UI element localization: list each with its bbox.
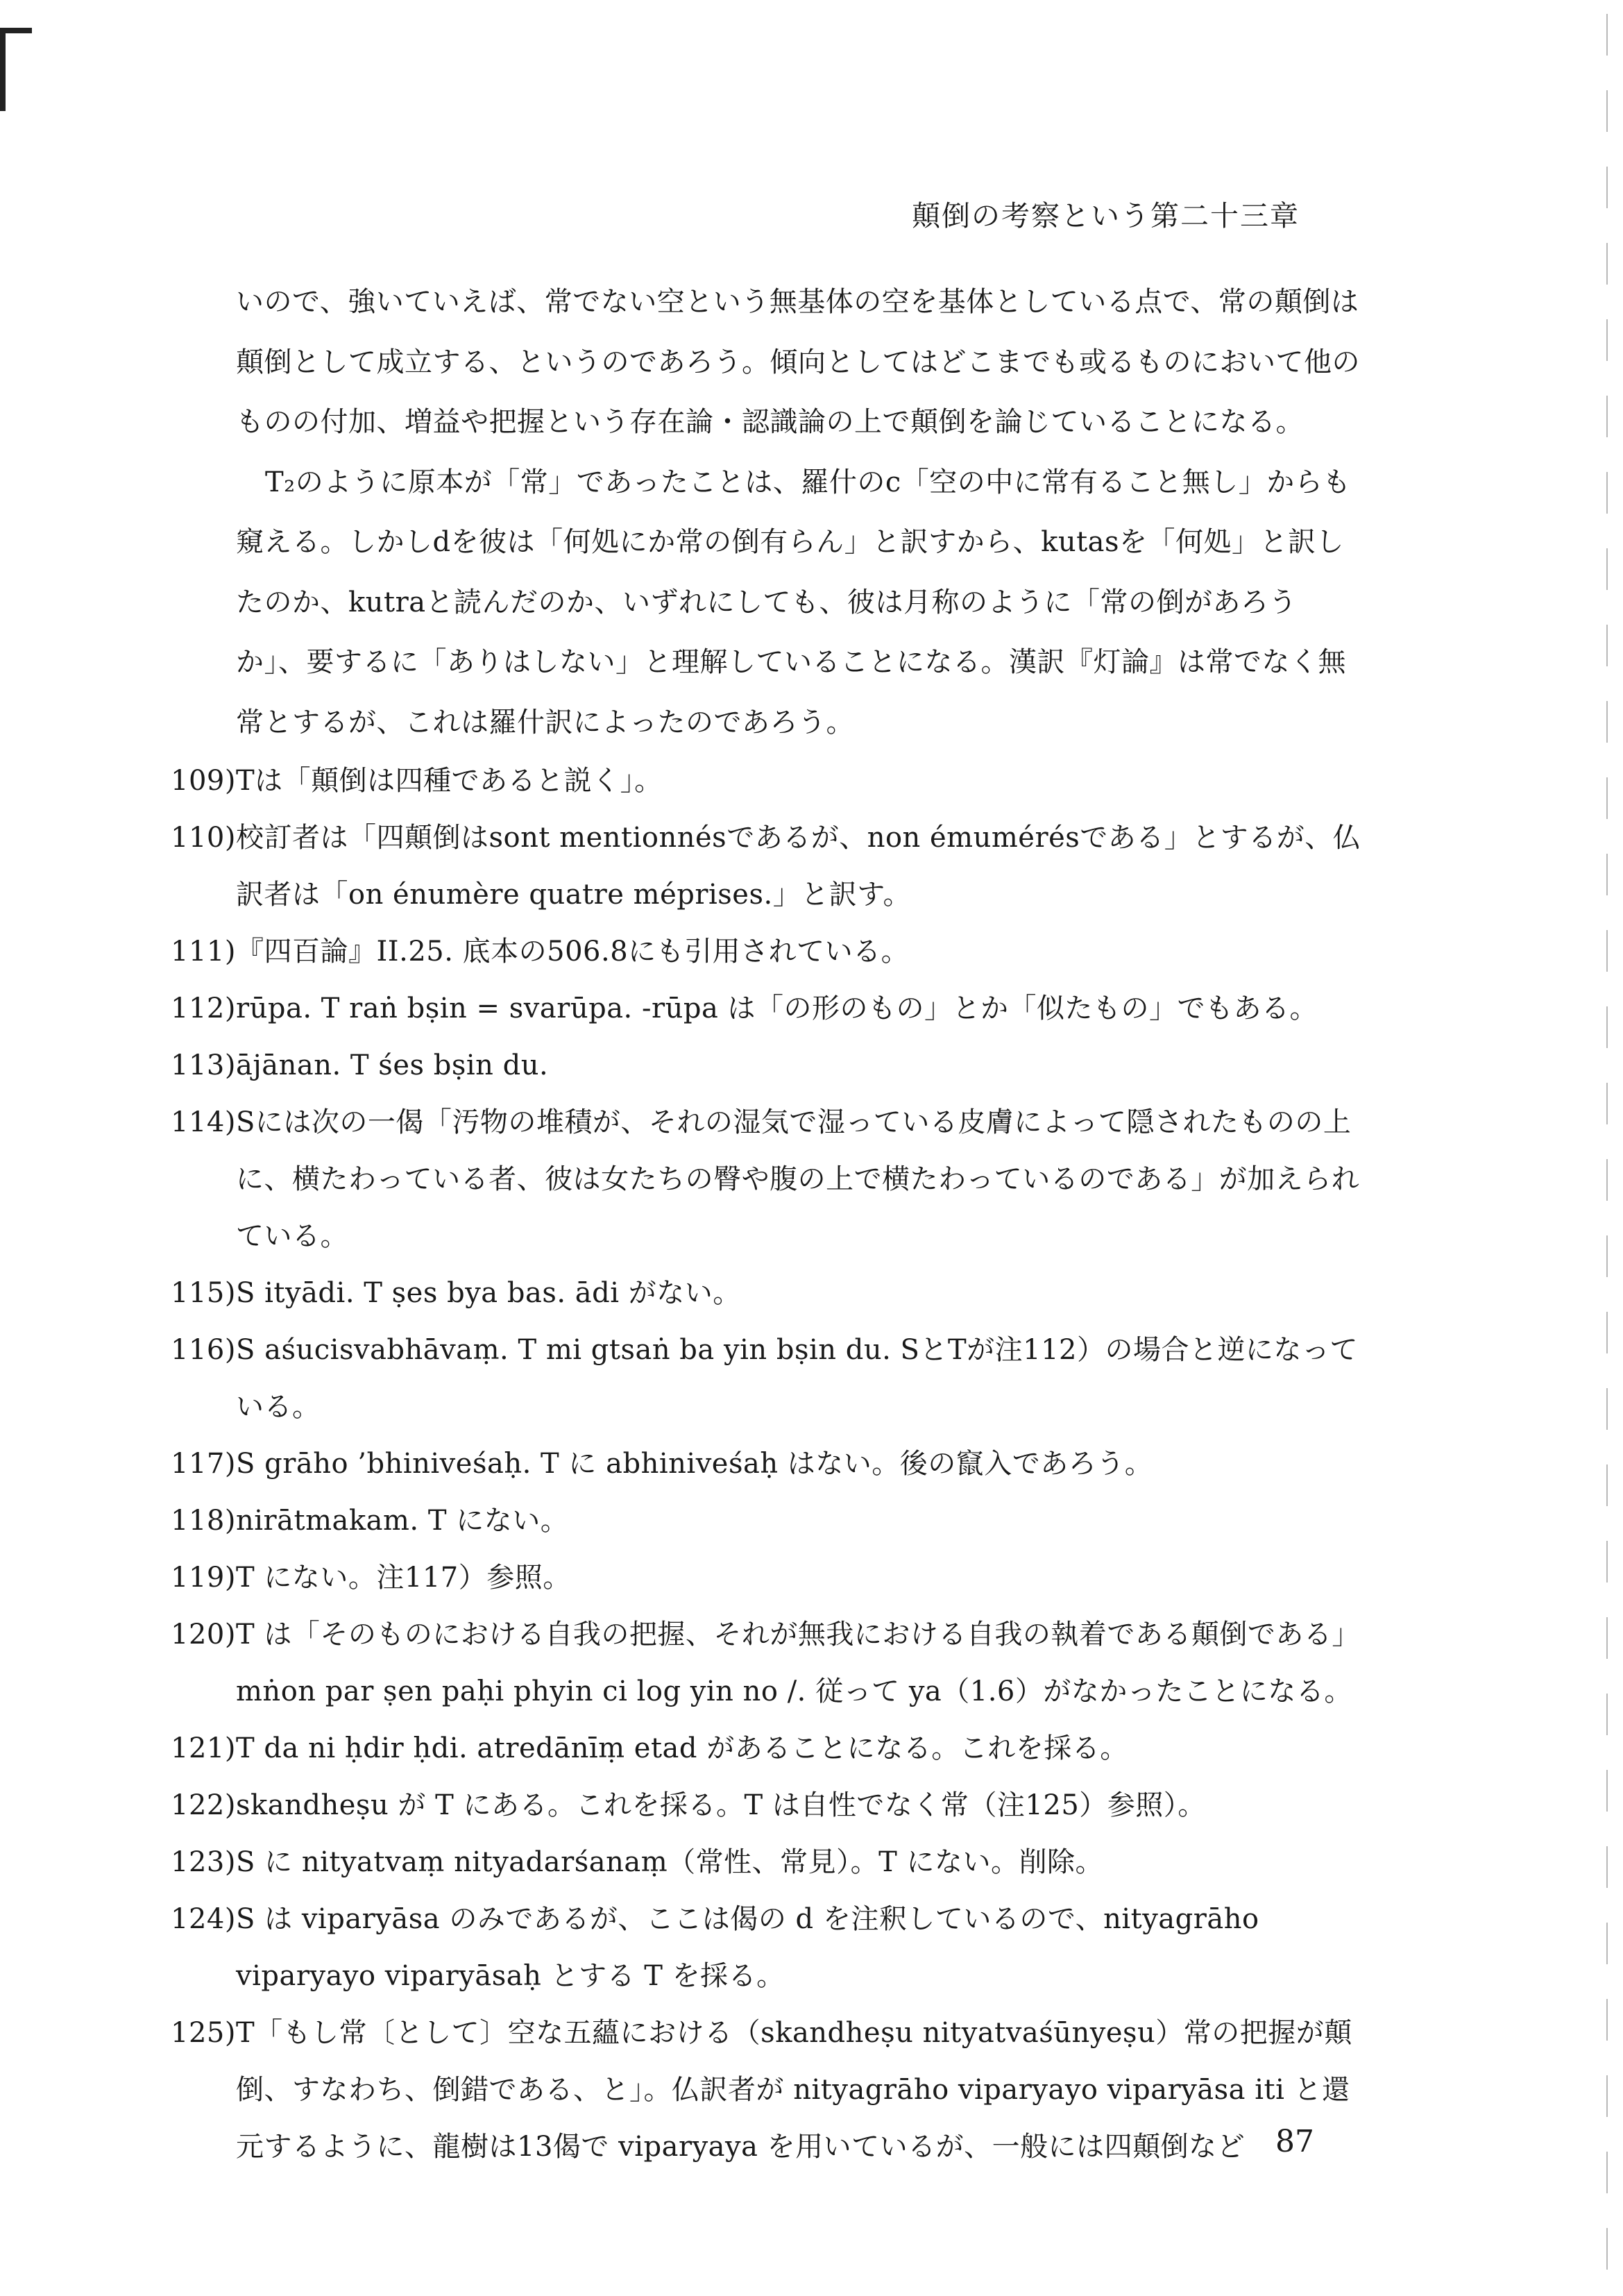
- note-item: [171, 1549, 1364, 1606]
- note-item: [171, 1720, 1364, 1777]
- note-item: [171, 1606, 1364, 1720]
- page-number: 87: [1275, 2124, 1314, 2159]
- note-item: [171, 923, 1364, 980]
- note-item: [171, 980, 1364, 1037]
- note-item: [171, 752, 1364, 809]
- note-item: [171, 1265, 1364, 1322]
- note-number: 117): [171, 1448, 236, 1480]
- note-text: ājānan. T śes bṣin du.: [236, 1049, 549, 1081]
- note-item: [171, 1435, 1364, 1492]
- note-text: S aśucisvabhāvaṃ. T mi gtsaṅ ba yin bṣin du. SとTが注112）の場合と逆になっている。: [236, 1334, 1358, 1423]
- note-text: 校訂者は「四顛倒はsont mentionnésであるが、non émumérésである」とするが、仏訳者は「on énumère quatre méprises.」と訳す。: [236, 822, 1361, 911]
- note-number: 114): [171, 1106, 236, 1138]
- note-number: 119): [171, 1562, 236, 1594]
- note-text: nirātmakam. T にない。: [236, 1505, 569, 1537]
- note-item: [171, 2004, 1364, 2175]
- scan-edge-shadow: [1606, 14, 1608, 2277]
- scan-corner-mark-horizontal: [0, 28, 32, 33]
- note-text: skandheṣu が T にある。これを採る。T は自性でなく常（注125）参照）。: [236, 1789, 1206, 1821]
- note-item: [171, 1037, 1364, 1094]
- note-text: T da ni ḥdir ḥdi. atredānīṃ etad があることになる。これを採る。: [236, 1732, 1128, 1764]
- note-text: T にない。注117）参照。: [236, 1562, 571, 1594]
- page-body: [171, 272, 1364, 2175]
- note-item: [171, 1492, 1364, 1549]
- note-text: S は viparyāsa のみであるが、ここは偈の d を注釈しているので、nityagrāho viparyayo viparyāsaḥ とする T を採る。: [236, 1903, 1259, 1992]
- note-text: 『四百論』II.25. 底本の506.8にも引用されている。: [236, 936, 910, 968]
- note-text: Tは「顛倒は四種であると説く」。: [236, 765, 663, 797]
- note-item: [171, 1777, 1364, 1834]
- running-head: 顛倒の考察という第二十三章: [912, 199, 1300, 233]
- scan-corner-mark: [0, 28, 6, 111]
- note-number: 123): [171, 1846, 236, 1878]
- main-text: [171, 272, 1364, 752]
- note-number: 112): [171, 993, 236, 1024]
- note-number: 124): [171, 1903, 236, 1935]
- note-text: S grāho ’bhiniveśaḥ. T に abhiniveśaḥ はない。後の竄入であろう。: [236, 1448, 1153, 1480]
- note-item: [171, 1834, 1364, 1891]
- paragraph: T₂のように原本が「常」であったことは、羅什のc「空の中に常有ること無し」からも窺える。しかしdを彼は「何処にか常の倒有らん」と訳すから、kutasを「何処」と訳したのか、kutraと読んだのか、いずれにしても、彼は月称のように「常の倒があろうか」、要するに「ありはしない」と理解していることになる。漢訳『灯論』は常でなく無常とするが、これは羅什訳によったのであろう。: [236, 466, 1351, 738]
- note-text: T は「そのものにおける自我の把握、それが無我における自我の執着である顛倒である」mṅon par ṣen paḥi phyin ci log yin no /. 従って ya（1.6）がなかったことになる。: [236, 1619, 1360, 1707]
- note-number: 125): [171, 2017, 236, 2049]
- note-number: 121): [171, 1732, 236, 1764]
- paragraph: いので、強いていえば、常でない空という無基体の空を基体としている点で、常の顛倒は顛倒として成立する、というのであろう。傾向としてはどこまでも或るものにおいて他のものの付加、増益や把握という存在論・認識論の上で顛倒を論じていることになる。: [236, 286, 1360, 438]
- note-item: [171, 1322, 1364, 1435]
- note-item: [171, 1891, 1364, 2004]
- note-number: 120): [171, 1619, 236, 1651]
- notes-list: [171, 752, 1364, 2175]
- note-number: 118): [171, 1505, 236, 1537]
- note-text: S に nityatvaṃ nityadarśanaṃ（常性、常見）。T にない。削除。: [236, 1846, 1104, 1878]
- note-item: [171, 1094, 1364, 1265]
- note-number: 109): [171, 765, 236, 797]
- note-text: Sには次の一偈「汚物の堆積が、それの湿気で湿っている皮膚によって隠されたものの上に、横たわっている者、彼は女たちの臀や腹の上で横たわっているのである」が加えられている。: [236, 1106, 1360, 1252]
- note-number: 111): [171, 936, 236, 968]
- note-item: [171, 809, 1364, 923]
- note-number: 115): [171, 1277, 236, 1309]
- note-number: 122): [171, 1789, 236, 1821]
- note-text: rūpa. T raṅ bṣin = svarūpa. -rūpa は「の形のもの」とか「似たもの」でもある。: [236, 993, 1318, 1024]
- note-text: S ityādi. T ṣes bya bas. ādi がない。: [236, 1277, 741, 1309]
- note-number: 116): [171, 1334, 236, 1366]
- note-number: 113): [171, 1049, 236, 1081]
- note-text: T「もし常〔として〕空な五蘊における（skandheṣu nityatvaśūnyeṣu）常の把握が顛倒、すなわち、倒錯である、と」。仏訳者が nityagrāho viparyayo viparyāsa iti と還元するように、龍樹は13偈で viparyaya を用いているが、一般には四顛倒など: [236, 2017, 1352, 2163]
- note-number: 110): [171, 822, 236, 854]
